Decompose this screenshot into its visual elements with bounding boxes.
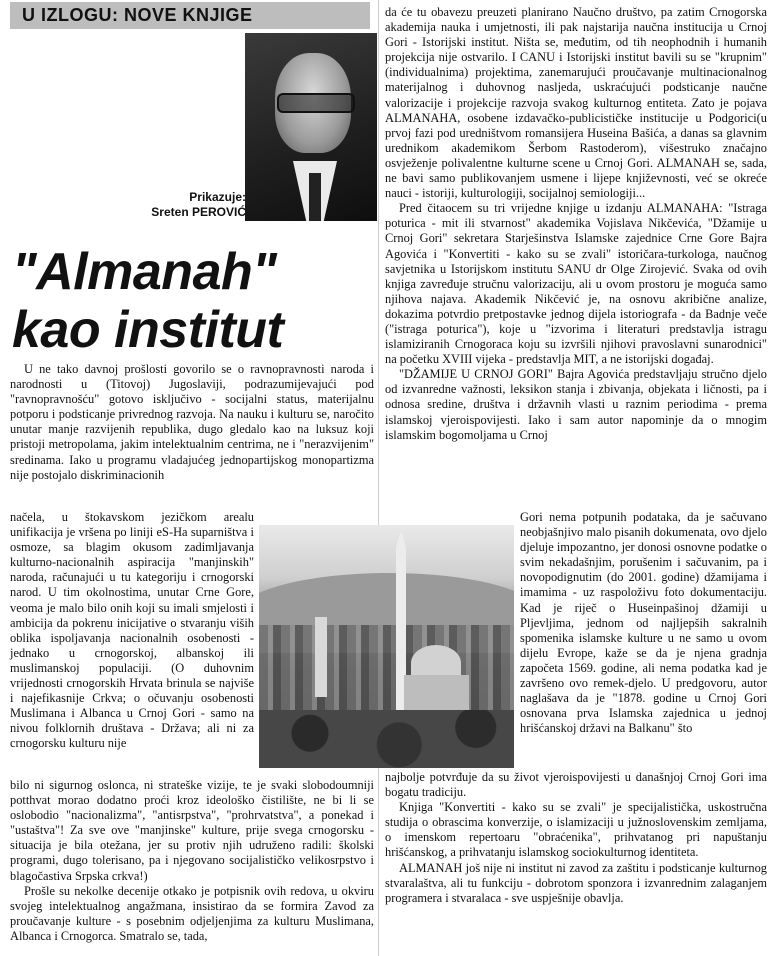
portrait-glasses — [277, 93, 355, 113]
paragraph: Knjiga "Konvertiti - kako su se zvali" je specijalistička, uskostručna studija o obrascima konverzije, o islamizaciji u južnoslovenskim zemljama, o imenskom repertoaru "obraćenika", prihvatanog pri napuštanju hrišćanskog, a prihvatanju islamskog sociokulturnog identiteta. — [385, 800, 767, 860]
paragraph: "DŽAMIJE U CRNOJ GORI" Bajra Agovića predstavljaju stručno djelo od izvanredne važnosti, leksikon stanja i zbivanja, objekata i ličnosti, pa i odnosa sredine, društva i državnih vlasti u raznim periodima - prema islamskoj vjeroispovijesti. Iako i sam autor napominje da o mnogim islamskim bogomoljama u Crnoj — [385, 367, 767, 442]
paragraph: bilo ni sigurnog oslonca, ni strateške vizije, te je svaki slobodoumniji potthvat morao dodatno proći kroz ideološko čistilište, ne bi li se oslobodio "nacionalizma", "antisrpstva", "prohrvatstva", a ponekad i "ustaštva"! Za sve ove "manjinske" kulture, prije svega crnogorsku - situacija je bila otežana, jer su protiv njih udruženo radili: školski programi, dugo tolerisano, pa i njegovano socijalističko velikosrpstvo i blagočastiva Srpska crkva!) — [10, 778, 374, 883]
right-column-wrap — [520, 510, 767, 736]
headline-line-2: kao institut — [12, 301, 284, 359]
mosque-town-photo — [259, 525, 514, 768]
paragraph: Gori nema potpunih podataka, da je sačuvano neobjašnjivo malo pisanih dokumenata, ovo djelo djeluje impozantno, jer donosi osnovne podatke o svim nekadašnjim, porušenim i sačuvanim, pa i novopodignutim (do 2001. godine) džamijama i imamima - uz raspoloživu foto dokumentaciju. Kad je riječ o Huseinpašinoj džamiji u Pljevljima, jednom od najljepših sakralnih spomenika islamske kulture u ne samo u ovom dijelu Evrope, kaže se da je njena gradnja započeta 1569. godine, ali nema podatka kad je završeno ovo remek-djelo. U predgovoru, autor naglašava da je "1878. godine u Crnoj Gori osnovana prva Islamska zajednica u jednoj hrišćanskoj državi na Balkanu" što — [520, 510, 767, 736]
photo-clock-tower — [315, 617, 327, 697]
paragraph: da će tu obavezu preuzeti planirano Naučno društvo, pa zatim Crnogorska akademija nauka i umjetnosti, ili pak najstarija naučna institucija u Crnoj Gori - Istorijski institut. Ništa se, međutim, od tih neophodnih i humanih projekcija nije ostvarilo. I CANU i Istorijski institut bavili su se "krupnim" (individualnima) projektima, zanemarujući proučavanje multinacionalnog materijalnog i duhovnog nasljeda, uskraćujući podsticanje naučne valorizacije i projekcije razvoja svakog kulturnog entiteta. Zato je pojava ALMANAHA, osobene izdavačko-publicističke institucije u Podgorici(u prvoj fazi pod uredništvom romansijera Huseina Bašića, a danas sa glavnim urednikom akademikom Šerbom Rastoderom), višestruko značajno osvježenje polivalentne kulturne scene u Crnoj Gori. ALMANAH se, sada, ne bavi samo publikovanjem usmene i lijepe književnosti, već se okreće nauci - istoriji, kulturologiji, socijalnoj semiologiji... — [385, 5, 767, 201]
photo-trees — [259, 710, 514, 768]
left-column-wrap — [10, 510, 254, 752]
left-column-bottom — [10, 778, 374, 944]
author-portrait-photo — [245, 33, 377, 221]
byline-author: Sreten PEROVIĆ — [151, 205, 246, 219]
right-column-top — [385, 5, 767, 443]
paragraph: Pred čitaocem su tri vrijedne knjige u izdanju ALMANAHA: "Istraga poturica - mit ili stvarnost" akademika Vojislava Nikčevića, "Džamije u Crnoj Gori" sekretara Starješinstva Islamske zajednice Crne Gore Bajra Agovića i "Konvertiti - kako su se zvali" istoričara-turkologa, naučnog savjetnika u Istorijskom institutu SANU dr Olge Zirojević. Svaka od ovih knjiga zavređuje stručnu valorizaciju, ali u ovom prostoru je moguća samo njihova najava. Akademik Nikčević je, na osnovu akribične analize, dokazima potvrdio pretpostavke jednog dijela istoriografa - da Badnje veče ("istraga poturica"), koje u "izvorima i literaturi predstavlja istragu islamiziranih Crnogoraca koju su izvršili njihovi pravoslavni sunarodnici" na početku XVIII vijeka - predstavlja MIT, a ne istorijski događaj. — [385, 201, 767, 367]
headline-line-1: "Almanah" — [12, 243, 277, 301]
paragraph: U ne tako davnoj prošlosti govorilo se o ravnopravnosti naroda i narodnosti u (Titovoj) Jugoslaviji, podrazumijevajući pod "ravnopravnošću" gotovo isključivo - socijalni status, materijalnu potporu i podsticanje privrednog razvoja. Na nauku i kulturu se, naročito unutar manje razvijenih republika, dugo gledalo kao na luksuz koji pristoji metropolama, jakim intelektualnim centrima, ne i "nerazvijenim" sredinama. Iako u programu vladajućeg jednopartijskog monopartizma nije postojalo diskriminacionih — [10, 362, 374, 482]
paragraph: ALMANAH još nije ni institut ni zavod za zaštitu i podsticanje kulturnog stvaralaštva, ali tu funkciju - dobrotom sponzora i izvanrednim zalaganjem programera i stvaralaca - sve uspješnije obavlja. — [385, 860, 767, 905]
portrait-tie — [309, 173, 321, 221]
section-label: U IZLOGU: NOVE KNJIGE — [10, 2, 370, 29]
byline-label: Prikazuje: — [189, 190, 246, 204]
right-column-bottom — [385, 770, 767, 906]
column-divider — [378, 0, 379, 956]
paragraph: načela, u štokavskom jezičkom arealu unifikacija je vršena po liniji eS-Ha suparništva i osmoze, sa blagim okusom zadimljavanja kulturno-nacionalnih aspiracija "manjinskih" naroda, računajući u tu kategoriju i crnogorski narod. U tim okolnostima, unutar Crne Gore, veoma je malo bilo onih koji su imali smjelosti i ambicija da pokrenu inicijative o stvaranju viših oblika ispoljavanja nacionalnih osobenosti - jednako u crnogorskoj, albanskoj ili muslimanskoj populaciji. (O duhovnim vrijednosti crnogorskih Hrvata brinula se najviše i najefikasnije Crkva; o očuvanju osobenosti Muslimana i Albanca u Crnoj Gori - samo na nivou folklornih društava - Država; ali ni za crnogorsku kulturu nije — [10, 510, 254, 751]
left-column-top — [10, 362, 374, 483]
paragraph: Prošle su nekolke decenije otkako je potpisnik ovih redova, u okviru svojeg intelektualnog angažmana, insistirao da se formira Zavod za proučavanje kulture - s posebnim odjeljenjima za kulturu Muslimana, Albanca i Crnogorca. Smatralo se, tada, — [10, 883, 374, 943]
byline — [106, 190, 246, 220]
paragraph: najbolje potvrđuje da su život vjeroispovijesti u današnjoj Crnoj Gori ima bogatu tradiciju. — [385, 770, 767, 800]
article-headline — [12, 243, 372, 359]
